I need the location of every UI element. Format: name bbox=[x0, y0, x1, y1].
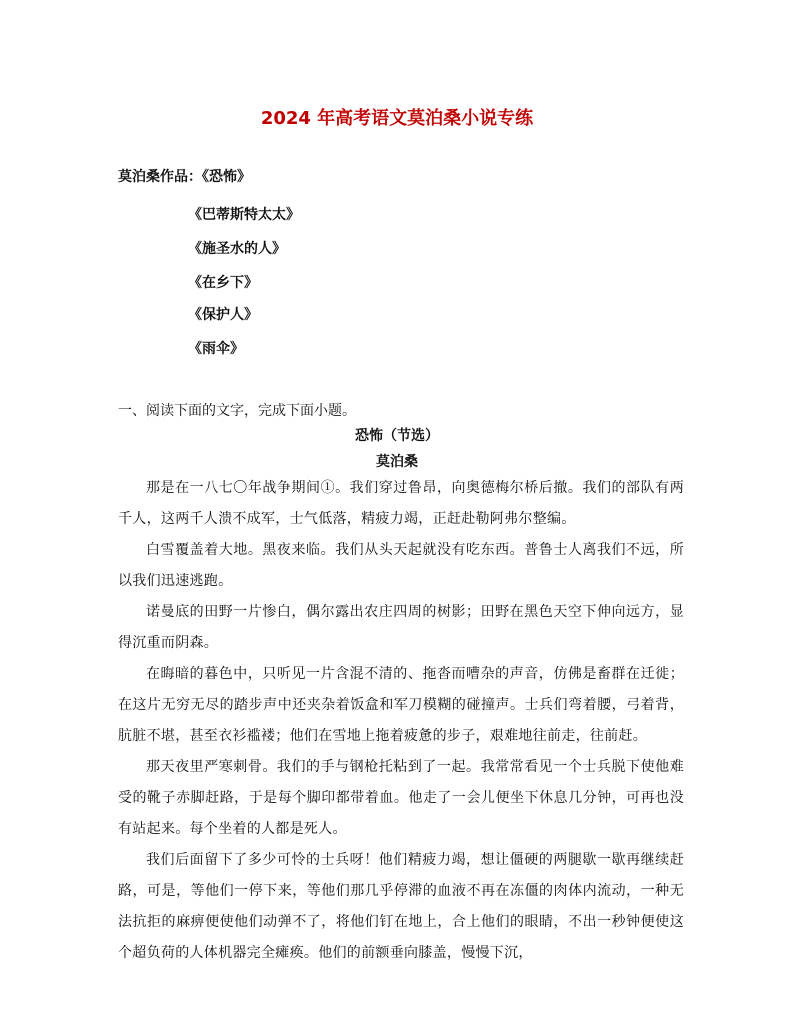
paragraph: 诺曼底的田野一片惨白，偶尔露出农庄四周的树影；田野在黑色天空下伸向远方，显得沉重而阴森。 bbox=[118, 604, 684, 651]
work-item: 《施圣水的人》 bbox=[188, 241, 286, 257]
passage-body bbox=[118, 473, 684, 969]
paragraph: 白雪覆盖着大地。黑夜来临。我们从头天起就没有吃东西。普鲁士人离我们不远，所以我们迅速逃跑。 bbox=[118, 542, 684, 589]
works-label: 莫泊桑作品：《恐怖》 bbox=[118, 169, 251, 185]
work-item: 《巴蒂斯特太太》 bbox=[188, 207, 300, 223]
question-instruction: 一、阅读下面的文字，完成下面小题。 bbox=[118, 403, 356, 419]
paragraph: 那天夜里严寒刺骨。我们的手与钢枪托粘到了一起。我常常看见一个士兵脱下使他难受的靴子赤脚赶路，于是每个脚印都带着血。他走了一会儿便坐下休息几分钟，可再也没有站起来。每个坐着的人都是死人。 bbox=[118, 759, 684, 837]
paragraph: 我们后面留下了多少可怜的士兵呀！他们精疲力竭，想让僵硬的两腿歇一歇再继续赶路，可是，等他们一停下来，等他们那几乎停滞的血液不再在冻僵的肉体内流动，一种无法抗拒的麻痹便使他们动弹不了，将他们钉在地上，合上他们的眼睛，不出一秒钟便使这个超负荷的人体机器完全瘫痪。他们的前额垂向膝盖，慢慢下沉， bbox=[118, 852, 684, 961]
passage-title: 恐怖（节选） bbox=[355, 428, 439, 444]
work-item: 《在乡下》 bbox=[188, 275, 258, 291]
passage-author: 莫泊桑 bbox=[376, 454, 418, 470]
work-item: 《保护人》 bbox=[188, 307, 258, 323]
paragraph: 那是在一八七〇年战争期间①。我们穿过鲁昂，向奥德梅尔桥后撤。我们的部队有两千人，这两千人溃不成军，士气低落，精疲力竭，正赶赴勒阿弗尔整编。 bbox=[118, 480, 684, 527]
paragraph: 在晦暗的暮色中，只听见一片含混不清的、拖沓而嘈杂的声音，仿佛是畜群在迁徙；在这片无穷无尽的踏步声中还夹杂着饭盒和军刀模糊的碰撞声。士兵们弯着腰，弓着背，肮脏不堪，甚至衣衫褴褛；他们在雪地上拖着疲惫的步子，艰难地往前走，往前赶。 bbox=[118, 666, 684, 744]
document-title: 2024 年高考语文莫泊桑小说专练 bbox=[260, 108, 534, 129]
work-item: 《雨伞》 bbox=[188, 341, 244, 357]
